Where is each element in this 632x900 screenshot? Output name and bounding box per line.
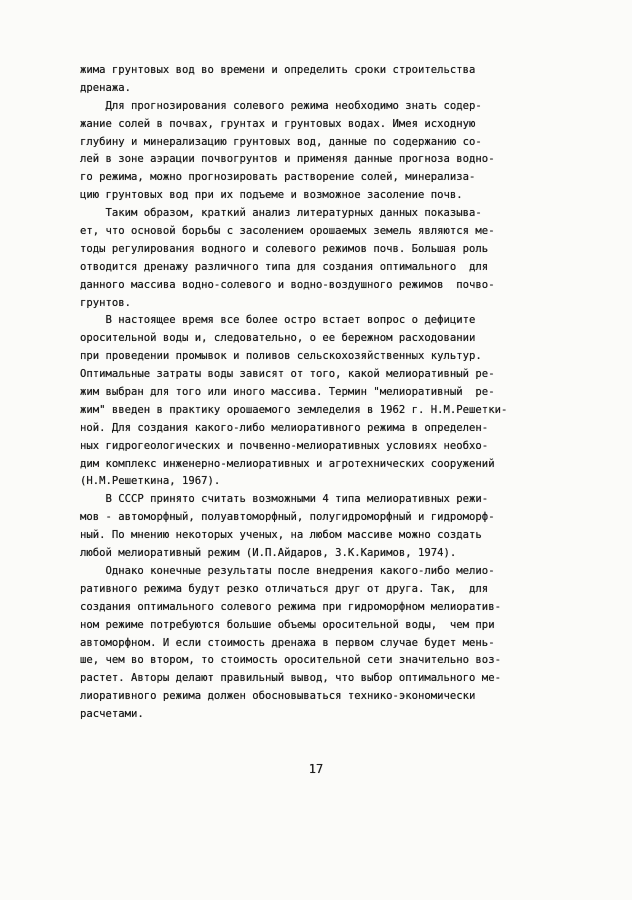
text-line: ной. Для создания какого-либо мелиоративного режима в определен- (80, 421, 489, 434)
text-line: Оптимальные затраты воды зависят от того, какой мелиоративный ре- (80, 368, 495, 381)
text-line: отводится дренажу различного типа для создания оптимального для (80, 260, 489, 273)
text-line: жим выбран для того или иного массива. Термин "мелиоративный ре- (80, 386, 495, 399)
text-line: (Н.М.Решеткина, 1967). (80, 475, 221, 488)
text-line: В СССР принято считать возможными 4 типа мелиоративных режи- (80, 493, 489, 506)
text-line: ративного режима будут резко отличаться друг от друга. Так, для (80, 582, 489, 595)
text-line: тоды регулирования водного и солевого режимов почв. Большая роль (80, 242, 489, 255)
text-line: ный. По мнению некоторых ученых, на любом массиве можно создать (80, 529, 482, 542)
page-number: 17 (308, 762, 324, 776)
text-line: расчетами. (80, 708, 144, 721)
text-line: жание солей в почвах, грунтах и грунтовых водах. Имея исходную (80, 117, 476, 130)
text-line: Однако конечные результаты после внедрения какого-либо мелио- (80, 564, 495, 577)
body-text (80, 62, 550, 724)
text-line: цию грунтовых вод при их подъеме и возможное засоление почв. (80, 189, 463, 202)
text-line: создания оптимального солевого режима при гидроморфном мелиоратив- (80, 600, 501, 613)
text-line: дренажа. (80, 81, 132, 94)
text-line: Для прогнозирования солевого режима необходимо знать содер- (80, 99, 482, 112)
text-line: В настоящее время все более остро встает вопрос о дефиците (80, 314, 476, 327)
text-line: автоморфном. И если стоимость дренажа в первом случае будет мень- (80, 636, 495, 649)
text-line: грунтов. (80, 296, 132, 309)
text-line: данного массива водно-солевого и водно-воздушного режимов почво- (80, 278, 495, 291)
text-line: дим комплекс инженерно-мелиоративных и агротехнических сооружений (80, 457, 495, 470)
text-line: лиоративного режима должен обосновываться технико-экономически (80, 690, 476, 703)
text-line: ше, чем во втором, то стоимость оросительной сети значительно воз- (80, 654, 501, 667)
text-line: жима грунтовых вод во времени и определить сроки строительства (80, 64, 476, 76)
text-line: жим" введен в практику орошаемого земледелия в 1962 г. Н.М.Решетки- (80, 403, 508, 416)
text-line: го режима, можно прогнозировать растворение солей, минерализа- (80, 171, 476, 184)
text-line: оросительной воды и, следовательно, о ее бережном расходовании (80, 332, 476, 345)
text-line: любой мелиоративный режим (И.П.Айдаров, З.К.Каримов, 1974). (80, 547, 457, 560)
text-line: ет, что основой борьбы с засолением орошаемых земель являются ме- (80, 225, 495, 238)
text-line: ных гидрогеологических и почвенно-мелиоративных условиях необхо- (80, 439, 489, 452)
text-line: мов - автоморфный, полуавтоморфный, полугидроморфный и гидроморф- (80, 511, 495, 524)
text-line: глубину и минерализацию грунтовых вод, данные по содержанию со- (80, 135, 482, 148)
text-line: растет. Авторы делают правильный вывод, что выбор оптимального ме- (80, 672, 501, 685)
text-line: при проведении промывок и поливов сельскохозяйственных культур. (80, 350, 482, 363)
text-line: лей в зоне аэрации почвогрунтов и применяя данные прогноза водно- (80, 153, 495, 166)
text-line: Таким образом, краткий анализ литературных данных показыва- (80, 207, 482, 220)
text-line: ном режиме потребуются большие объемы оросительной воды, чем при (80, 618, 495, 631)
